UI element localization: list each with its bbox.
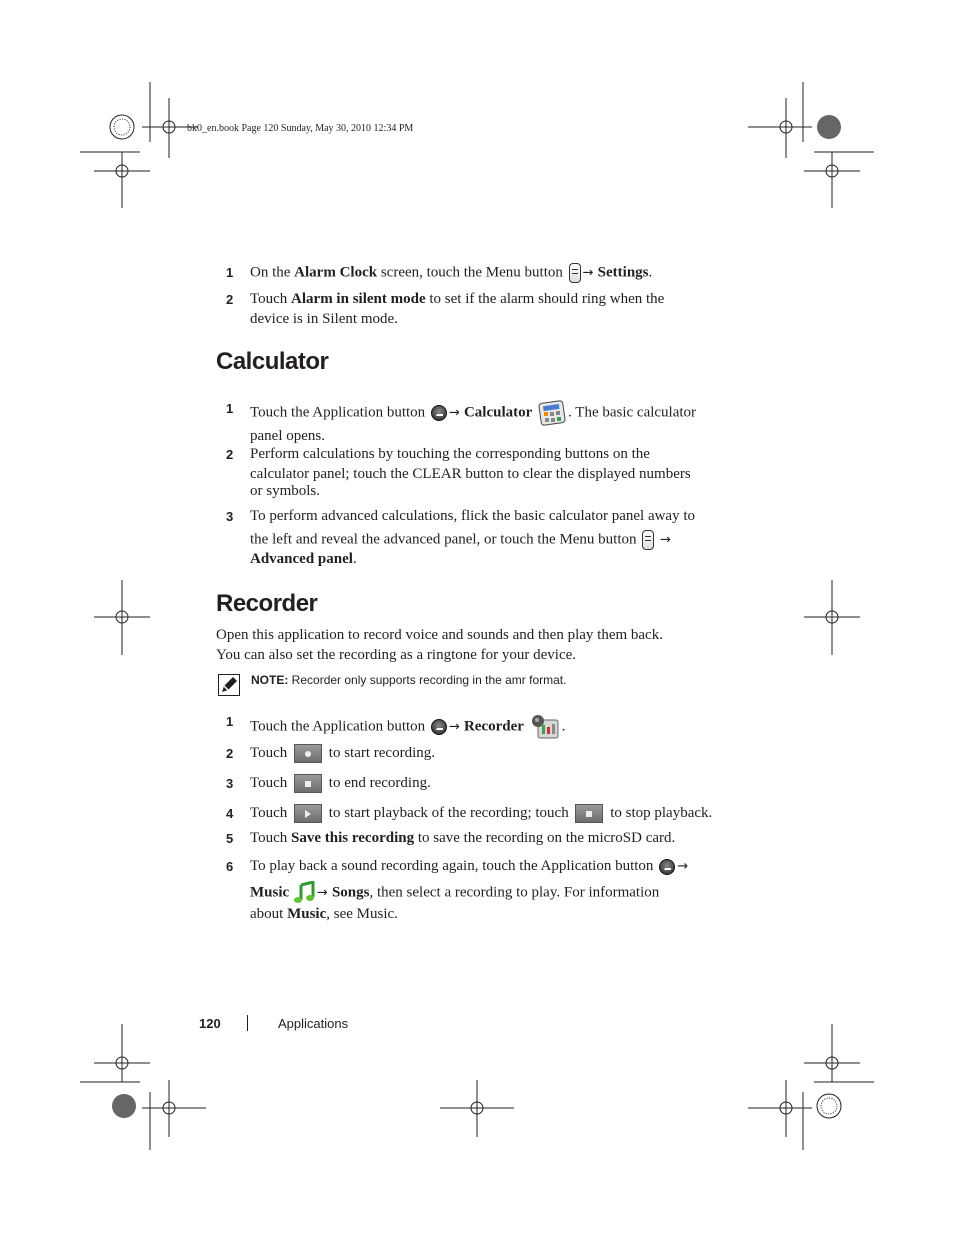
calculator-step-1: 1 Touch the Application button → Calculator . The basic calculator panel opens. (226, 401, 697, 444)
recorder-step-3: 3 Touch to end recording. (226, 774, 726, 794)
note-pencil-icon (218, 674, 240, 696)
recorder-app-icon (528, 712, 562, 742)
print-header: bk0_en.book Page 120 Sunday, May 30, 2010 12:34 PM (187, 123, 414, 134)
recorder-intro-line-2: You can also set the recording as a ringtone for your device. (216, 647, 577, 663)
calculator-heading: Calculator (216, 348, 329, 375)
calculator-step-3: 3 To perform advanced calculations, flick the basic calculator panel away to the left and reveal the advanced panel, or touch the Menu button → Advanced panel. (226, 508, 696, 567)
menu-button-icon (642, 530, 654, 550)
application-button-icon (431, 405, 447, 421)
footer-section-label: Applications (278, 1016, 349, 1031)
recorder-step-4: 4 Touch to start playback of the recording; touch to stop playback. (226, 804, 726, 824)
recorder-intro-line-1: Open this application to record voice and sounds and then play them back. (216, 627, 663, 643)
footer-divider (247, 1015, 248, 1031)
music-app-icon (293, 881, 317, 905)
record-button-icon (294, 744, 322, 763)
play-button-icon (294, 804, 322, 823)
stop-button-icon (575, 804, 603, 823)
page-number: 120 (199, 1016, 221, 1031)
stop-button-icon (294, 774, 322, 793)
recorder-step-2: 2 Touch to start recording. (226, 744, 726, 764)
application-button-icon (659, 859, 675, 875)
menu-button-icon (569, 263, 581, 283)
recorder-heading: Recorder (216, 590, 318, 617)
recorder-step-5: 5 Touch Save this recording to save the recording on the microSD card. (226, 830, 676, 846)
application-button-icon (431, 719, 447, 735)
alarm-step-1: 1 On the Alarm Clock screen, touch the Menu button → Settings. (226, 263, 726, 283)
note: NOTE: Recorder only supports recording in the amr format. (251, 673, 567, 687)
recorder-step-6: 6 To play back a sound recording again, touch the Application button → Music → Songs, then select a recording to play. For information about Music, see Music. (226, 858, 689, 922)
calculator-app-icon (536, 399, 568, 427)
calculator-step-2: 2 Perform calculations by touching the corresponding buttons on the calculator panel; touch the CLEAR button to clear the displayed numbers or symbols. (226, 446, 691, 499)
recorder-step-1: 1 Touch the Application button → Recorder . (226, 712, 726, 742)
alarm-step-2: 2 Touch Alarm in silent mode to set if the alarm should ring when the device is in Silent mode. (226, 291, 665, 327)
